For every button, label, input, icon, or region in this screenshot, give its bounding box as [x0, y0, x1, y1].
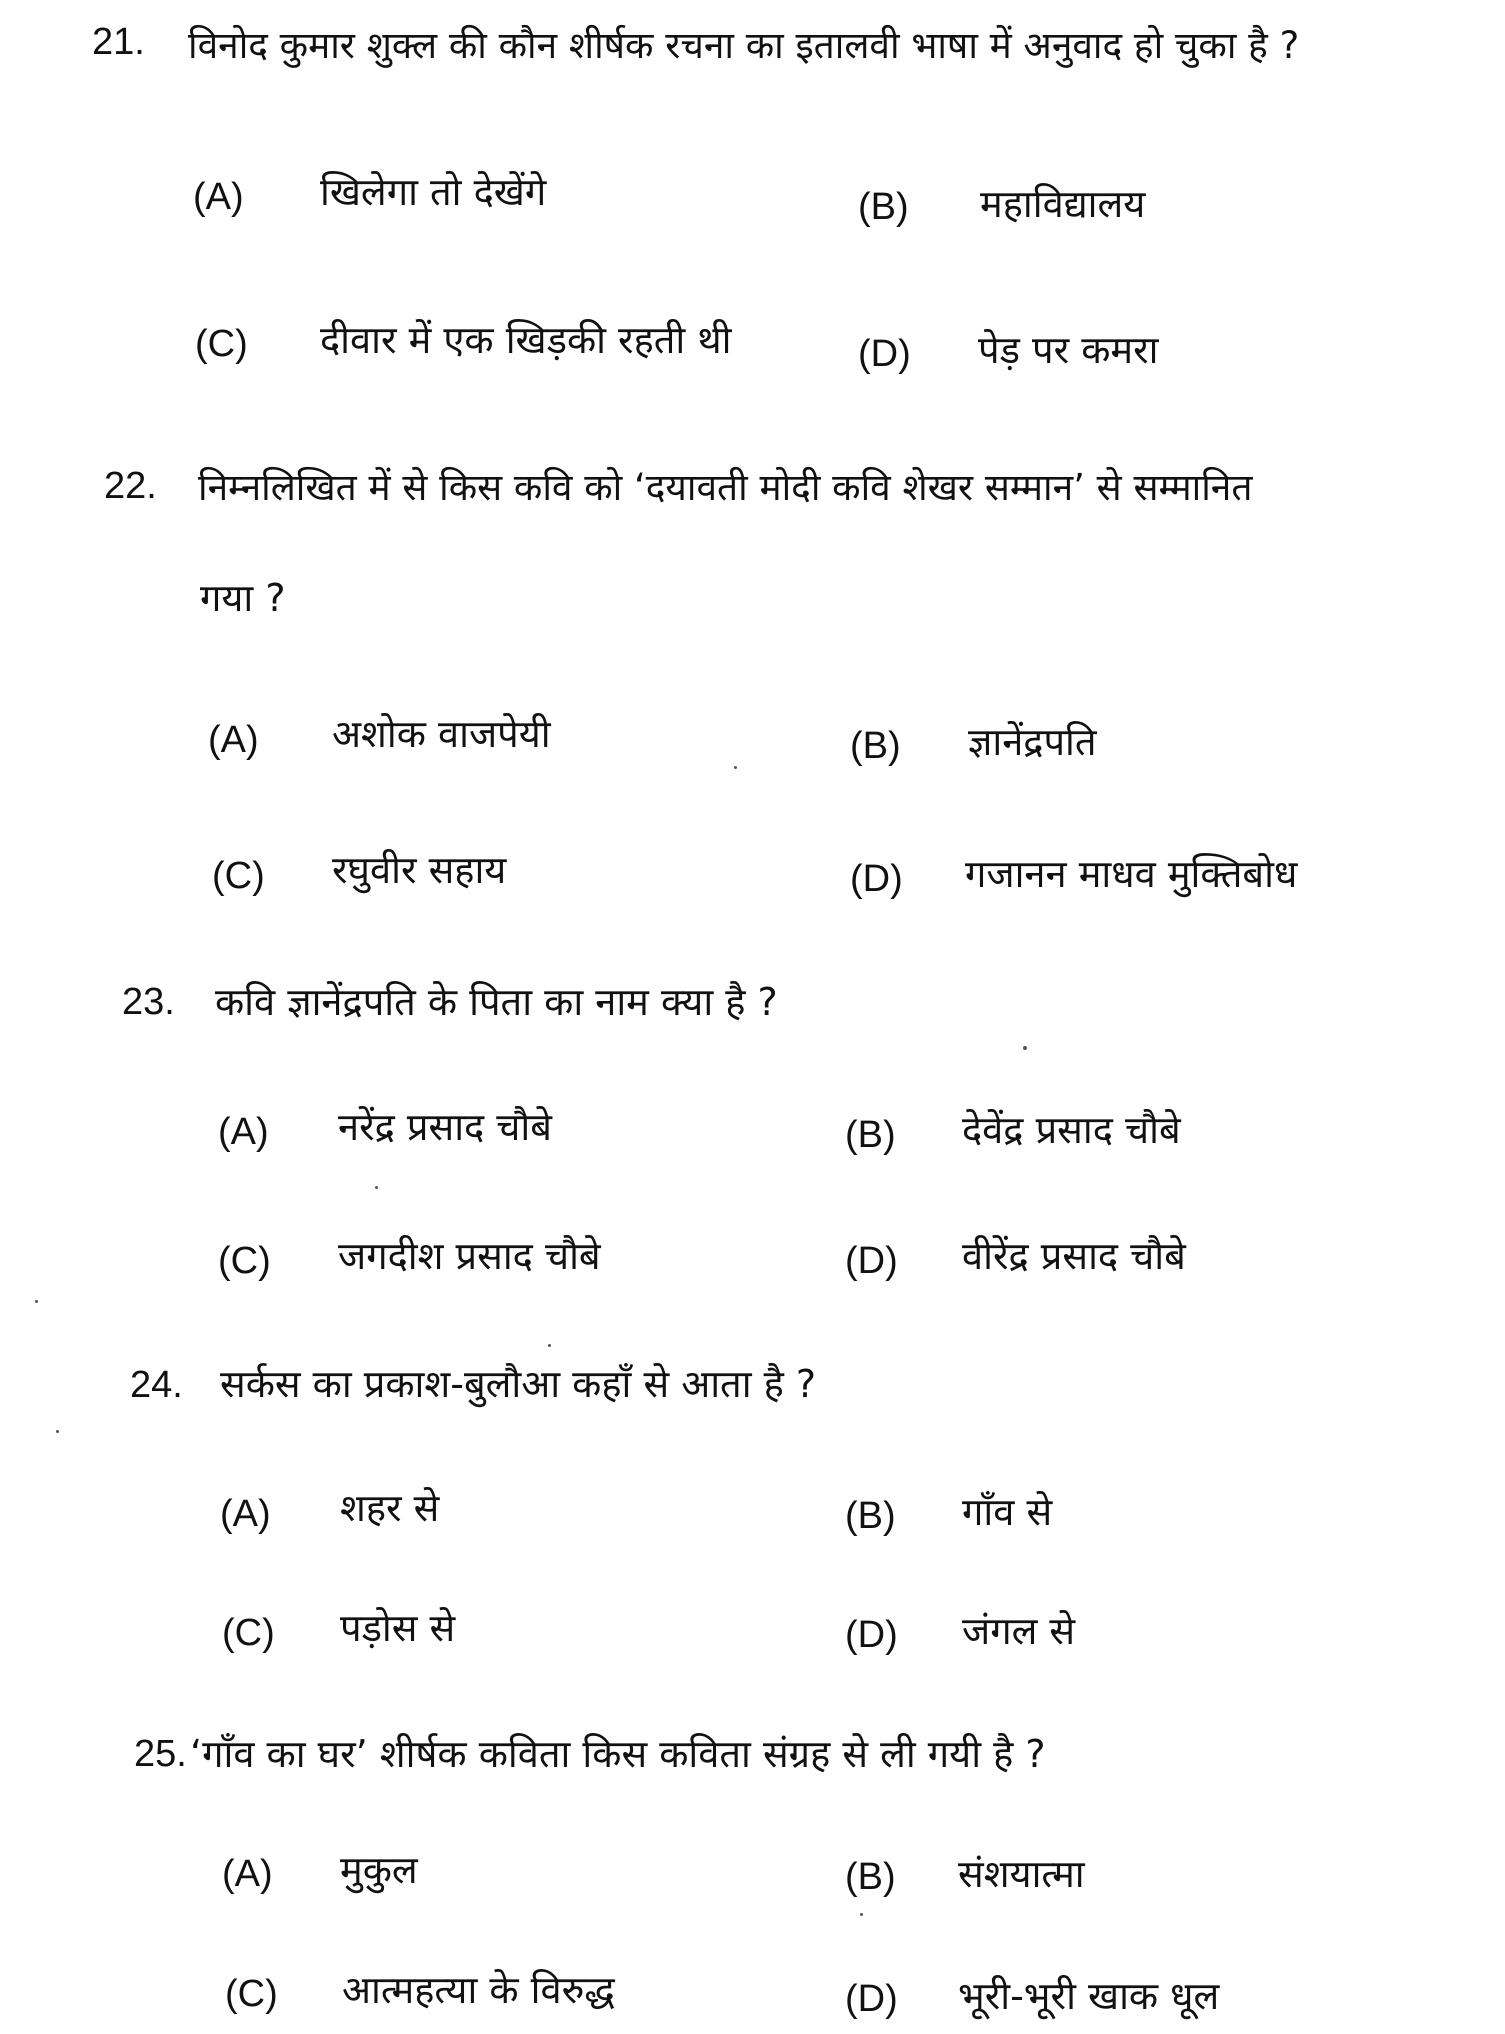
scan-speck: [56, 1430, 59, 1433]
option-label-d: (D): [845, 1240, 898, 1282]
option-text-a: अशोक वाजपेयी: [332, 712, 551, 756]
option-label-c: (C): [225, 1973, 278, 2015]
scan-speck: [734, 766, 737, 769]
question-number: 24.: [130, 1364, 183, 1406]
question-text: विनोद कुमार शुक्ल की कौन शीर्षक रचना का इतालवी भाषा में अनुवाद हो चुका है ?: [188, 24, 1300, 67]
option-label-d: (D): [858, 333, 911, 375]
question-number: 23.: [122, 981, 175, 1023]
option-text-a: शहर से: [340, 1486, 440, 1530]
option-label-c: (C): [212, 855, 265, 897]
option-label-b: (B): [845, 1114, 896, 1156]
option-text-b: देवेंद्र प्रसाद चौबे: [962, 1108, 1181, 1152]
option-label-b: (B): [858, 186, 909, 228]
question-text-continued: गया ?: [200, 576, 286, 620]
option-label-c: (C): [218, 1240, 271, 1282]
option-text-c: पड़ोस से: [340, 1606, 456, 1650]
option-label-a: (A): [220, 1493, 271, 1535]
option-label-a: (A): [193, 176, 244, 218]
option-text-d: पेड़ पर कमरा: [978, 328, 1159, 372]
question-text: निम्नलिखित में से किस कवि को ‘दयावती मोदी कवि शेखर सम्मान’ से सम्मानित: [198, 466, 1253, 509]
option-label-b: (B): [845, 1495, 896, 1537]
option-text-d: जंगल से: [962, 1609, 1076, 1653]
option-text-c: दीवार में एक खिड़की रहती थी: [320, 318, 732, 362]
scan-speck: [1023, 1046, 1027, 1050]
scan-speck: [860, 1913, 863, 1916]
option-label-d: (D): [845, 1614, 898, 1656]
question-text: सर्कस का प्रकाश-बुलौआ कहाँ से आता है ?: [220, 1362, 817, 1406]
option-text-b: गाँव से: [962, 1490, 1053, 1534]
option-text-c: रघुवीर सहाय: [332, 848, 507, 892]
option-text-b: ज्ञानेंद्रपति: [968, 720, 1097, 764]
option-label-a: (A): [222, 1853, 273, 1895]
option-text-a: नरेंद्र प्रसाद चौबे: [338, 1105, 552, 1149]
option-text-d: वीरेंद्र प्रसाद चौबे: [962, 1234, 1186, 1278]
option-text-b: संशयात्मा: [958, 1852, 1085, 1896]
option-label-a: (A): [208, 719, 259, 761]
question-number: 21.: [92, 21, 145, 63]
option-label-d: (D): [850, 858, 903, 900]
option-text-b: महाविद्यालय: [980, 182, 1146, 226]
scan-speck: [548, 1344, 551, 1347]
option-text-d: भूरी-भूरी खाक धूल: [958, 1974, 1220, 2018]
option-text-c: जगदीश प्रसाद चौबे: [338, 1234, 601, 1278]
option-text-c: आत्महत्या के विरुद्ध: [342, 1968, 615, 2012]
option-text-a: खिलेगा तो देखेंगे: [320, 170, 547, 214]
option-label-d: (D): [845, 1978, 898, 2020]
option-label-a: (A): [218, 1111, 269, 1153]
scan-speck: [35, 1300, 38, 1303]
scan-speck: [375, 1186, 378, 1189]
option-label-c: (C): [222, 1612, 275, 1654]
question-text: ‘गाँव का घर’ शीर्षक कविता किस कविता संग्रह से ली गयी है ?: [190, 1732, 1046, 1776]
question-number: 22.: [104, 465, 157, 507]
option-label-c: (C): [195, 323, 248, 365]
option-text-d: गजानन माधव मुक्तिबोध: [965, 852, 1298, 896]
question-text: कवि ज्ञानेंद्रपति के पिता का नाम क्या है ?: [215, 980, 778, 1024]
option-text-a: मुकुल: [340, 1848, 418, 1892]
option-label-b: (B): [845, 1856, 896, 1898]
question-number: 25.: [134, 1733, 187, 1775]
option-label-b: (B): [850, 725, 901, 767]
